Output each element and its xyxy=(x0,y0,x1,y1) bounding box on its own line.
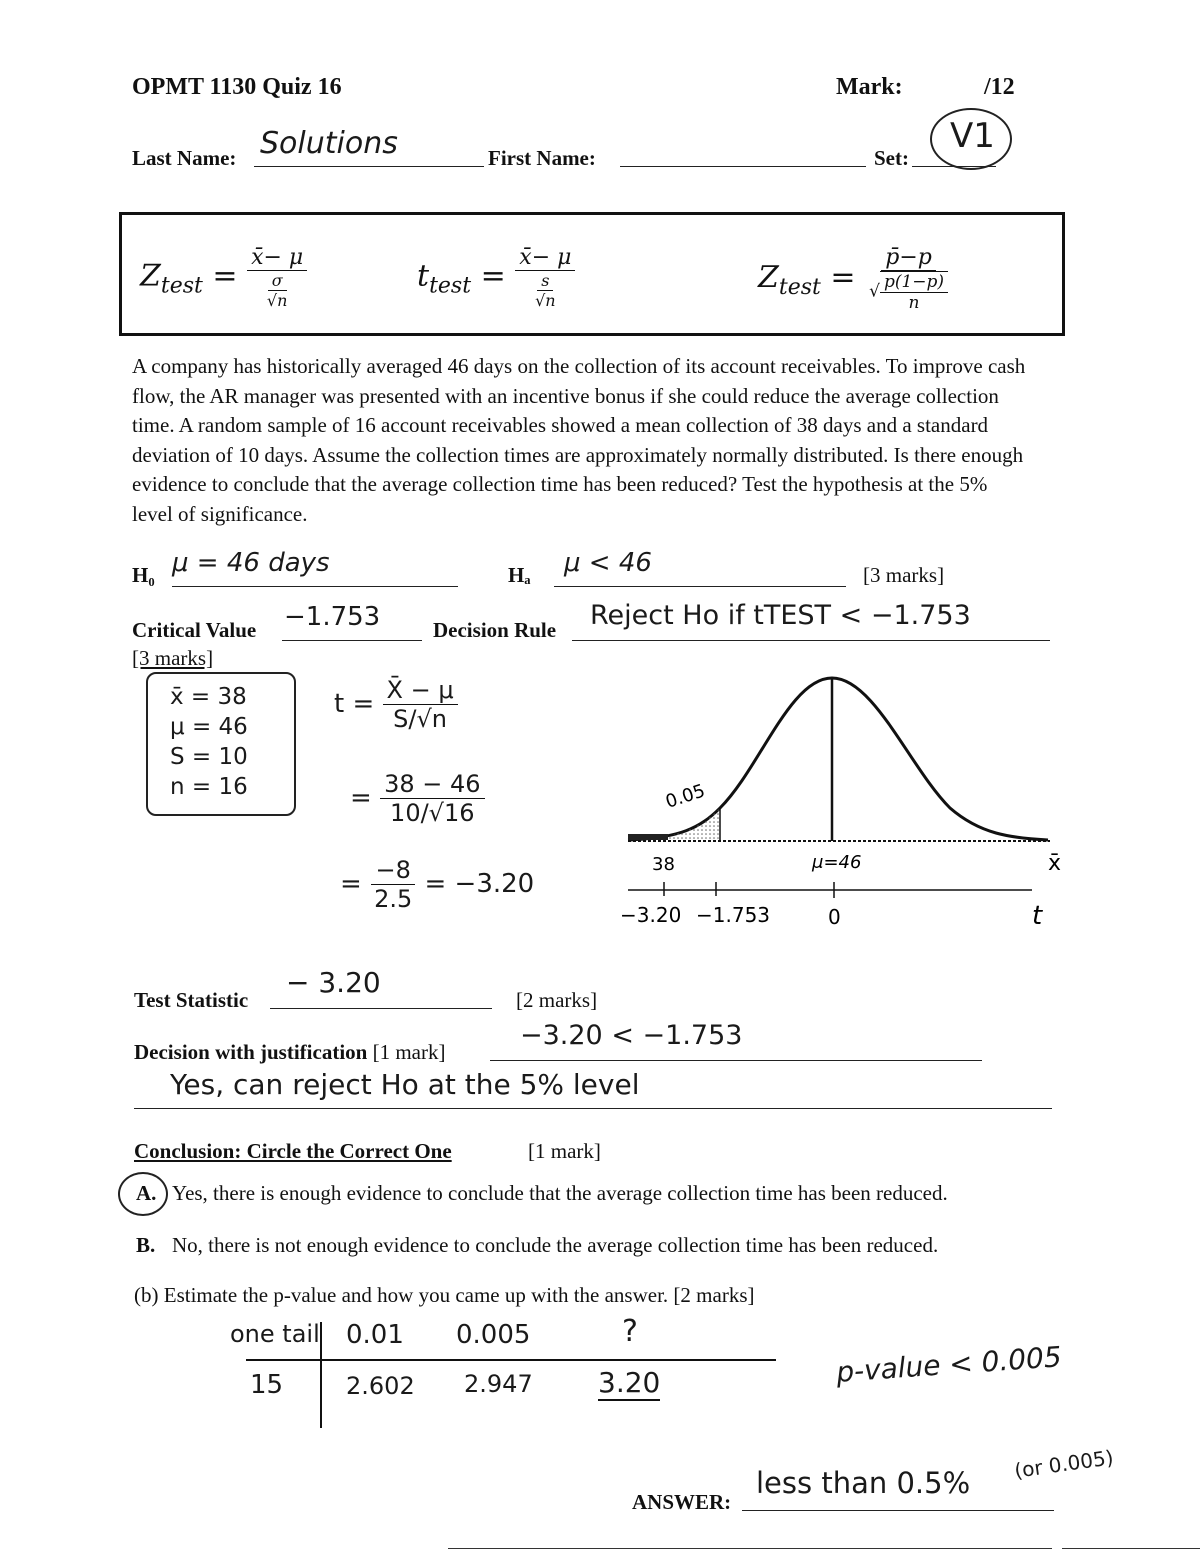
set-circle xyxy=(930,108,1012,170)
part-b-prompt: (b) Estimate the p-value and how you came up with the answer. [2 marks] xyxy=(134,1283,755,1307)
work-line-1-num: X̄ − μ xyxy=(383,676,458,705)
mark-total: /12 xyxy=(984,74,1015,100)
last-name-field[interactable] xyxy=(254,126,484,167)
bottom-rule xyxy=(448,1548,1052,1549)
conclusion-label: Conclusion: Circle the Correct One xyxy=(134,1139,452,1163)
z-test-mean-formula: $Z_{test}$ = $\frac{x̄- \mu}{\frac{\sigma}{√n}}$ xyxy=(140,245,307,310)
work-line-1-lhs: t = xyxy=(334,689,375,719)
work-line-3-num: −8 xyxy=(371,856,414,885)
givens-box xyxy=(146,672,296,816)
given-item: S = 10 xyxy=(170,744,248,770)
decision-label: Decision with justification [1 mark] xyxy=(134,1040,446,1064)
work-line-3-result: = −3.20 xyxy=(424,869,535,899)
table-vline xyxy=(320,1322,322,1428)
formula-box xyxy=(119,212,1065,336)
decision-field-1[interactable] xyxy=(490,1022,982,1061)
critical-value-field[interactable] xyxy=(282,602,422,641)
set-value: V1 xyxy=(950,116,995,156)
answer-value: less than 0.5% xyxy=(756,1466,971,1500)
answer-note: (or 0.005) xyxy=(1012,1445,1115,1483)
ha-value: μ < 46 xyxy=(564,548,652,578)
x-axis-label-sample: 38 xyxy=(652,854,675,875)
ha-label: Hₐ xyxy=(508,563,531,587)
table-header-cell: 0.005 xyxy=(456,1320,531,1350)
mark-label: Mark: xyxy=(836,74,903,100)
decision-marks: [1 mark] xyxy=(372,1040,446,1064)
decision-field-2[interactable] xyxy=(134,1070,1052,1109)
work-line-2-den: 10/√16 xyxy=(390,799,475,827)
answer-label: ANSWER: xyxy=(632,1490,732,1514)
table-row-label: 15 xyxy=(250,1370,284,1400)
option-b-text: No, there is not enough evidence to conclude the average collection time has been reduced. xyxy=(172,1233,939,1257)
critical-marks: [3 marks] xyxy=(132,646,214,670)
conclusion-marks: [1 mark] xyxy=(528,1139,601,1163)
bottom-rule-right xyxy=(1062,1548,1200,1549)
problem-text: A company has historically averaged 46 days on the collection of its account receivables. To improve cash flow, the AR manager was presented with an incentive bonus if she could reduce the average collection time. A random sample of 16 account receivables showed a mean collection of 38 days and a standard deviation of 10 days. Assume the collection times are approximately normally distributed. Is there enough evidence to conclude that the average collection time has been reduced? Test the hypothesis at the 5% level of significance. xyxy=(132,354,1026,526)
t-axis-label-zero: 0 xyxy=(828,905,841,929)
work-line-1 xyxy=(334,676,458,733)
table-row-cell: 3.20 xyxy=(598,1366,661,1399)
area-label: 0.05 xyxy=(663,780,708,813)
work-line-2: = $\frac{38 - 46}{10/√16}$ xyxy=(350,770,485,827)
curve-line xyxy=(628,678,1048,840)
decision-rule-label: Decision Rule xyxy=(433,618,557,642)
work-line-1-den: S/√n xyxy=(393,705,447,733)
h0-label: H₀ xyxy=(132,563,155,587)
work-line-2-num: 38 − 46 xyxy=(380,770,484,799)
t-axis-label-var: t xyxy=(1032,901,1043,931)
decision-value-2: Yes, can reject Ho at the 5% level xyxy=(170,1068,640,1101)
table-row-cell: 2.602 xyxy=(346,1372,415,1400)
first-name-label: First Name: xyxy=(488,146,596,170)
test-statistic-field[interactable] xyxy=(270,968,492,1009)
table-header-cell: 0.01 xyxy=(346,1320,404,1350)
given-item: n = 16 xyxy=(170,774,248,800)
last-name-value: Solutions xyxy=(260,126,398,161)
z-test-proportion-formula: $Z_{test}$ = p̄−p √ $\frac{p(1-p)}{n}$ xyxy=(758,245,952,313)
critical-value-value: −1.753 xyxy=(284,602,381,632)
set-label: Set: xyxy=(874,146,909,170)
t-test-formula: $t_{test}$ = $\frac{x̄- \mu}{\frac{s}{√n}}$ xyxy=(417,245,575,310)
option-a-letter: A. xyxy=(136,1181,157,1205)
test-statistic-label: Test Statistic xyxy=(134,988,249,1012)
hypotheses-marks: [3 marks] xyxy=(863,563,945,587)
course-title: OPMT 1130 Quiz 16 xyxy=(132,74,342,100)
given-item: μ = 46 xyxy=(170,714,248,740)
option-b-letter[interactable]: B. xyxy=(136,1233,156,1257)
t-axis-label-critical: −1.753 xyxy=(696,903,771,927)
tail-shading xyxy=(628,834,668,840)
decision-rule-field[interactable] xyxy=(572,602,1050,641)
answer-field[interactable] xyxy=(742,1466,1054,1511)
option-a-text: Yes, there is enough evidence to conclude that the average collection time has been reduced. xyxy=(172,1181,948,1205)
work-line-3: = $\frac{-8}{2.5}$ = −3.20 xyxy=(340,856,535,913)
h0-value: μ = 46 days xyxy=(172,548,330,578)
given-item: x̄ = 38 xyxy=(170,684,247,710)
work-line-3-den: 2.5 xyxy=(374,885,413,913)
ha-field[interactable] xyxy=(554,548,846,587)
critical-value-label: Critical Value xyxy=(132,618,257,642)
last-name-label: Last Name: xyxy=(132,146,237,170)
t-axis-label-stat: −3.20 xyxy=(620,903,682,927)
pvalue-note: p-value < 0.005 xyxy=(835,1340,1063,1389)
decision-value-1: −3.20 < −1.753 xyxy=(520,1020,743,1051)
table-header-cell: ? xyxy=(622,1314,638,1349)
normal-curve-sketch xyxy=(620,668,1080,938)
table-row-cell: 2.947 xyxy=(464,1370,533,1398)
x-axis-label-mean: μ=46 xyxy=(812,852,862,873)
test-statistic-marks: [2 marks] xyxy=(516,988,598,1012)
x-axis-label-var: x̄ xyxy=(1048,851,1062,876)
test-statistic-value: − 3.20 xyxy=(286,966,381,999)
table-header-label: one tail xyxy=(230,1320,320,1348)
table-hline xyxy=(246,1359,776,1361)
decision-rule-value: Reject Ho if tTEST < −1.753 xyxy=(590,600,971,631)
first-name-field[interactable] xyxy=(620,130,866,167)
h0-field[interactable] xyxy=(172,548,458,587)
